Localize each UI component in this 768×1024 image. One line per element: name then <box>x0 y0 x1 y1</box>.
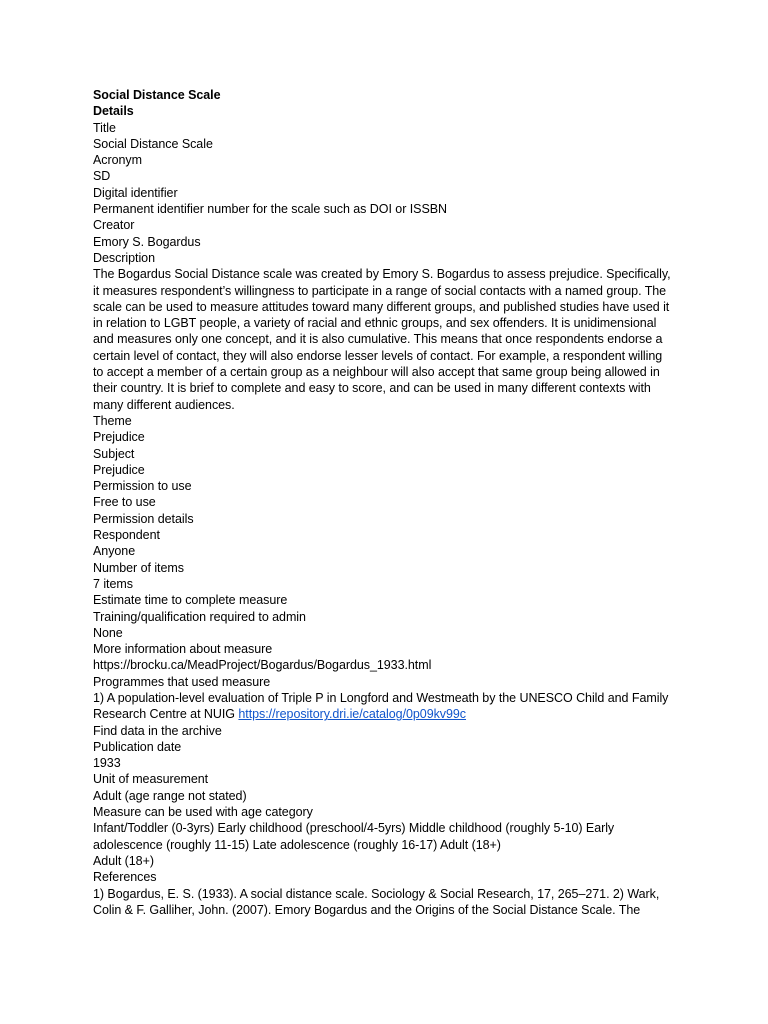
field-label-acronym: Acronym <box>93 153 142 168</box>
field-value-age-category-extra: Adult (18+) <box>93 853 154 868</box>
field-value-training: None <box>93 625 123 640</box>
field-label-more-info: More information about measure <box>93 642 273 657</box>
field-label-unit: Unit of measurement <box>93 772 209 787</box>
field-label-description: Description <box>93 250 155 265</box>
field-value-subject: Prejudice <box>93 462 145 477</box>
field-value-creator: Emory S. Bogardus <box>93 234 201 249</box>
field-value-digital-identifier: Permanent identifier number for the scale such as DOI or ISSBN <box>93 202 448 217</box>
field-label-estimate-time: Estimate time to complete measure <box>93 593 288 608</box>
document-title: Social Distance Scale <box>93 88 221 102</box>
field-label-respondent: Respondent <box>93 528 160 543</box>
field-label-digital-identifier: Digital identifier <box>93 185 178 200</box>
document-page <box>93 87 673 918</box>
field-label-find-data: Find data in the archive <box>93 723 222 738</box>
field-value-respondent: Anyone <box>93 544 136 559</box>
field-label-title: Title <box>93 120 116 135</box>
field-label-subject: Subject <box>93 446 135 461</box>
repository-link[interactable]: https://repository.dri.ie/catalog/0p09kv99c <box>238 707 467 722</box>
field-value-age-category: Infant/Toddler (0-3yrs) Early childhood (preschool/4-5yrs) Middle childhood (roughly 5-10) Early adolescence (roughly 11-15) Late adolescence (roughly 16-17) Adult (18+) <box>93 821 615 852</box>
field-value-title: Social Distance Scale <box>93 136 213 151</box>
field-label-permission: Permission to use <box>93 479 192 494</box>
section-heading: Details <box>93 104 134 119</box>
field-value-references: 1) Bogardus, E. S. (1933). A social distance scale. Sociology & Social Research, 17, 265–271. 2) Wark, Colin & F. Galliher, John. (2007). Emory Bogardus and the Origins of the Social Distance Scale. The <box>93 886 660 917</box>
programmes-text: 1) A population-level evaluation of Triple P in Longford and Westmeath by the UNESCO Child and Family Research Centre at NUIG <box>93 690 669 722</box>
field-value-theme: Prejudice <box>93 430 145 445</box>
field-label-theme: Theme <box>93 413 132 428</box>
field-label-training: Training/qualification required to admin <box>93 609 306 624</box>
field-label-publication-date: Publication date <box>93 739 182 754</box>
field-value-acronym: SD <box>93 169 111 184</box>
field-label-age-category: Measure can be used with age category <box>93 805 313 820</box>
field-value-unit: Adult (age range not stated) <box>93 788 247 803</box>
field-label-number-of-items: Number of items <box>93 560 184 575</box>
field-value-publication-date: 1933 <box>93 756 121 771</box>
field-value-permission: Free to use <box>93 495 156 510</box>
field-label-programmes: Programmes that used measure <box>93 674 271 689</box>
field-value-more-info: https://brocku.ca/MeadProject/Bogardus/Bogardus_1933.html <box>93 658 432 673</box>
field-value-description: The Bogardus Social Distance scale was created by Emory S. Bogardus to assess prejudice. Specifically, it measures respondent’s willingness to participate in a range of social contacts with a named group. The scale can be used to measure attitudes toward many different groups, and published studies have used it in relation to LGBT people, a variety of racial and ethnic groups, and sex offenders. It is unidimensional and measures only one concept, and it is also cumulative. This means that once respondents endorse a certain level of contact, they will also endorse lesser levels of contact. For example, a respondent willing to accept a member of a certain group as a neighbour will also accept that same group being allowed in their country. It is brief to complete and easy to score, and can be used in many different contexts with many different audiences. <box>93 267 671 412</box>
field-value-number-of-items: 7 items <box>93 576 133 591</box>
field-label-references: References <box>93 870 157 885</box>
field-value-programmes <box>93 690 673 723</box>
field-label-permission-details: Permission details <box>93 511 194 526</box>
field-label-creator: Creator <box>93 218 135 233</box>
